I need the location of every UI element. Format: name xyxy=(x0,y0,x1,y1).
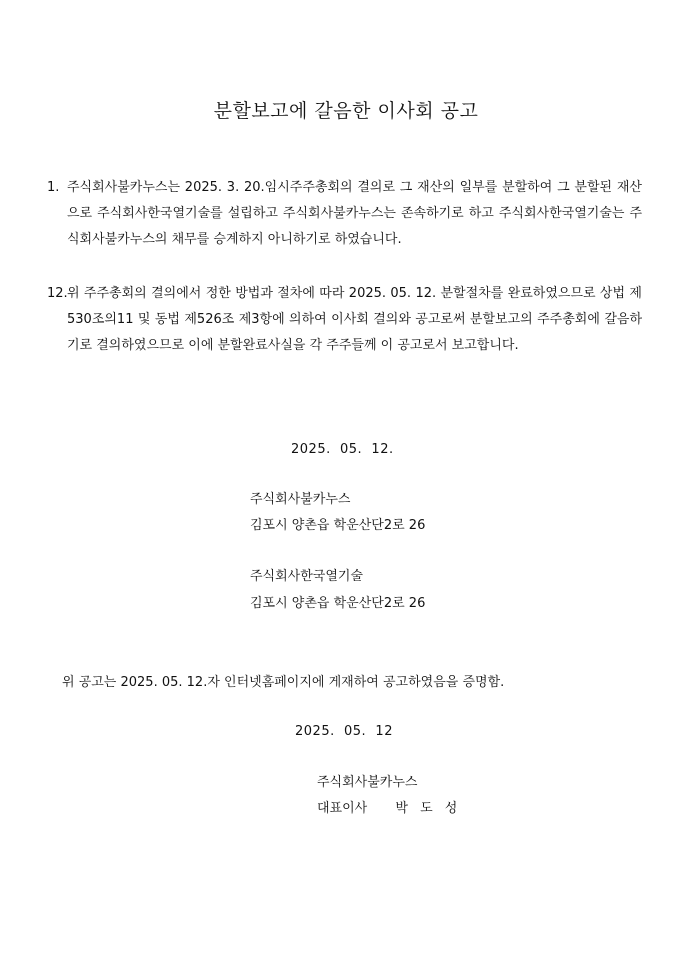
announcement-date: 2025. 05. 12. xyxy=(291,442,394,457)
paragraph-2-number: 12. xyxy=(47,286,68,301)
company-1-name: 주식회사불카누스 xyxy=(250,492,351,507)
paragraph-2 xyxy=(47,281,642,359)
paragraph-1-text: 주식회사불카누스는 2025. 3. 20.임시주주총회의 결의로 그 재산의 일부를 분할하여 그 분할된 재산으로 주식회사한국열기술를 설립하고 주식회사불카누스는 존속하기로 하고 주식회사한국열기술는 주식회사불카누스의 채무를 승계하지 아니하기로 하였습니다. xyxy=(67,180,642,247)
document-title: 분할보고에 갈음한 이사회 공고 xyxy=(213,100,479,122)
company-2-name: 주식회사한국열기술 xyxy=(250,569,364,584)
signatory-name: 박 도 성 xyxy=(395,801,462,816)
signatory-company: 주식회사불카누스 xyxy=(317,775,418,790)
paragraph-1-number: 1. xyxy=(47,180,60,195)
company-1-address: 김포시 양촌읍 학운산단2로 26 xyxy=(250,518,426,533)
signatory-line xyxy=(317,799,461,819)
paragraph-1 xyxy=(47,175,642,253)
signatory-role: 대표이사 xyxy=(317,801,368,816)
certification-date: 2025. 05. 12 xyxy=(295,724,393,739)
certification-statement: 위 공고는 2025. 05. 12.자 인터넷홈페이지에 게재하여 공고하였음을 증명함. xyxy=(62,675,505,690)
company-2-address: 김포시 양촌읍 학운산단2로 26 xyxy=(250,596,426,611)
paragraph-2-text: 위 주주총회의 결의에서 정한 방법과 절차에 따라 2025. 05. 12. 분할절차를 완료하였으므로 상법 제530조의11 및 동법 제526조 제3항에 의하여 이사회 결의와 공고로써 분할보고의 주주총회에 갈음하기로 결의하였으므로 이에 분할완료사실을 각 주주들께 이 공고로서 보고합니다. xyxy=(67,286,642,353)
